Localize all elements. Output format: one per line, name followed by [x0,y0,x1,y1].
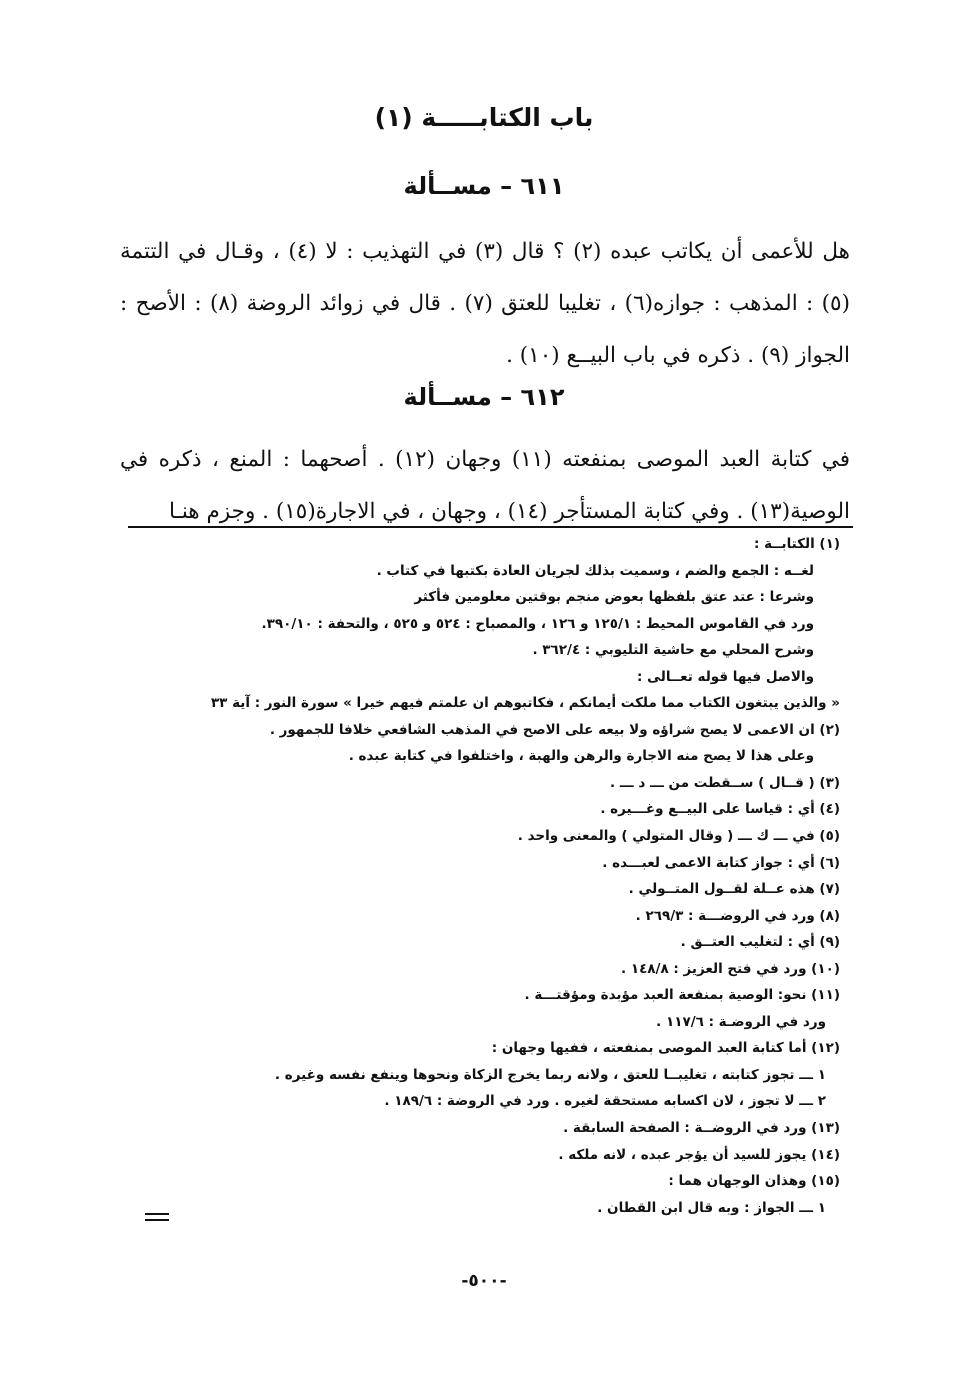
footnote-line: (١١) نحو: الوصية بمنفعة العبد مؤبدة ومؤقتـــة . [524,987,840,1004]
section-611-body: هل للأعمى أن يكاتب عبده (٢) ؟ قال (٣) في التهذيب : لا (٤) ، وقـال في التتمة (٥) : المذهب : جوازه(٦) ، تغليبا للعتق (٧) . قال في زوائد الروضة (٨) : الأصح : الجواز (٩) . ذكره في باب البيــع (١٠) . [120,239,851,368]
section-612-body: في كتابة العبد الموصى بمنفعته (١١) وجهان (١٢) . أصحهما : المنع ، ذكره في الوصية(١٣) . وفي كتابة المستأجر (١٤) ، وجهان ، في الاجارة(١٥) . وجزم هنـا [120,447,850,524]
section-heading-612: ٦١٢ – مســألة [403,383,565,411]
footnote-line: (١٤) يجوز للسيد أن يؤجر عبده ، لانه ملكه . [558,1146,840,1163]
footnote-line: (١٠) ورد في فتح العزيز : ١٤٨/٨ . [620,960,840,977]
footnotes-list [120,531,840,1221]
chapter-title: باب الكتابـــــة (١) [374,103,594,132]
footnote-line: ورد في القاموس المحيط : ١٢٥/١ و ١٢٦ ، والمصباح : ٥٢٤ و ٥٢٥ ، والتحفة : ٣٩٠/١٠. [261,615,814,632]
footnote-line: (١٣) ورد في الروضــة : الصفحة السابقة . [563,1120,840,1137]
footnote-line: وعلى هذا لا يصح منه الاجارة والرهن والهبة ، واختلفوا في كتابة عبده . [348,748,814,765]
footnote-line: (١) الكتابــة : [753,536,840,552]
footnote-line: (٢) ان الاعمى لا يصح شراؤه ولا بيعه على الاصح في المذهب الشافعي خلافا للجمهور . [269,721,840,738]
footnote-line: وشرح المحلي مع حاشية التليوبي : ٣٦٢/٤ . [532,642,814,659]
footnote-line: (٩) أي : لتغليب العتــق . [680,934,840,951]
footnote-line: (١٢) أما كتابة العبد الموصى بمنفعته ، ففيها وجهان : [491,1040,840,1057]
page-number: -٥٠٠- [461,1271,507,1291]
footnote-line: ١ ـــ تجوز كتابته ، تغليبــا للعتق ، ولانه ربما يخرج الزكاة ونحوها وينفع نفسه وغيره . [274,1066,826,1083]
footnote-line: « والذين يبتغون الكتاب مما ملكت أيمانكم ، فكاتبوهم ان علمتم فيهم خيرا » سورة النور : آية ٣٣ [210,695,840,712]
footnote-separator-rule [128,526,853,528]
footnote-line: (٧) هذه عــلة لقــول المتــولي . [628,881,840,898]
section-heading-611: ٦١١ – مســألة [403,172,565,200]
footnote-line: (٨) ورد في الروضـــة : ٢٦٩/٣ . [635,907,840,924]
footnote-line: (٤) أي : قياسا على البيــع وغـــيره . [600,801,840,818]
footnote-line: (١٥) وهذان الوجهان هما : [668,1173,840,1190]
footnote-line: والاصل فيها قوله تعــالى : [637,668,814,685]
footnote-line: وشرعا : عتد عتق بلفظها بعوض منجم بوقتين معلومين فأكثر [414,589,814,606]
footnote-line: ١ ـــ الجواز : وبه قال ابن القطان . [597,1199,826,1216]
footnote-line: ورد في الروضـة : ١١٧/٦ . [656,1013,826,1030]
footnote-line: (٦) أي : جواز كتابة الاعمى لعبـــده . [602,854,840,871]
footnote-line: لغــه : الجمع والضم ، وسميت بذلك لجريان العادة بكتبها في كتاب . [376,562,814,579]
continuation-mark [145,1213,169,1221]
footnote-line: (٣) ( قــال ) ســقطت من ـــ د ـــ . [610,774,840,791]
footnote-line: (٥) في ـــ ك ـــ ( وقال المتولي ) والمعنى واحد . [517,828,840,845]
footnote-line: ٢ ـــ لا تجوز ، لان اكسابه مستحقة لغيره . ورد في الروضة : ١٨٩/٦ . [384,1093,826,1110]
